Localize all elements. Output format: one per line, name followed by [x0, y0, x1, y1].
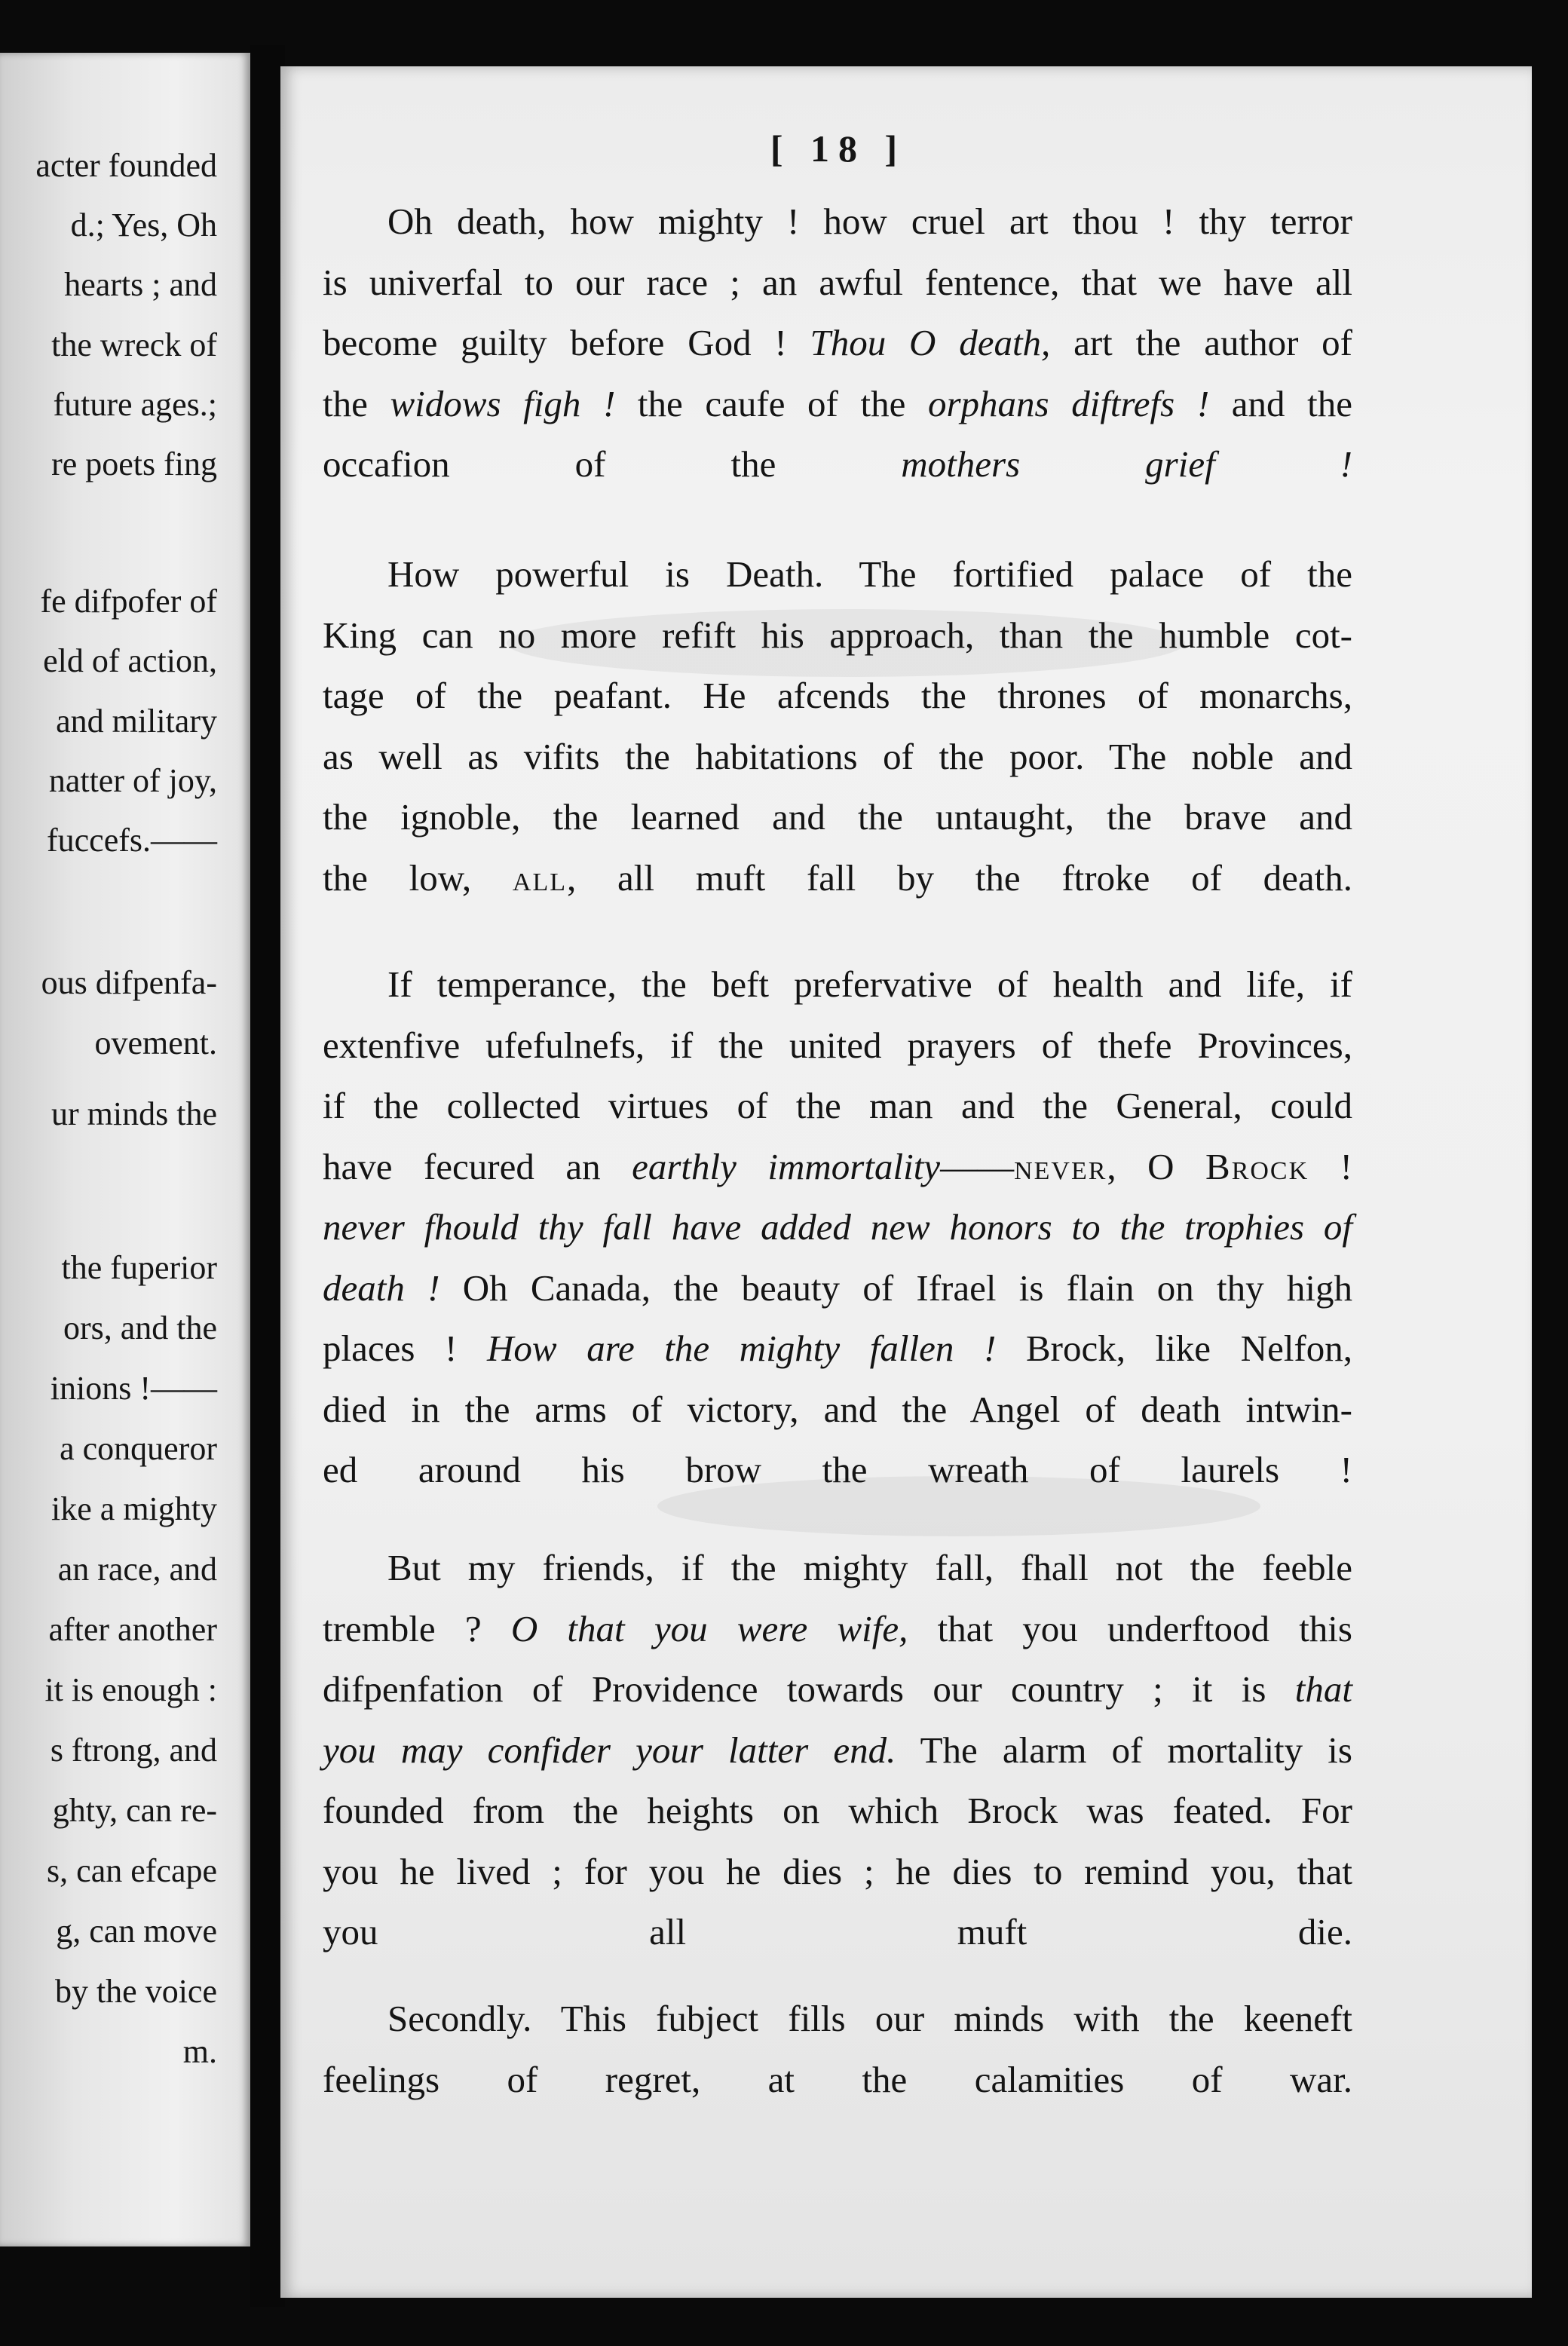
text-line	[323, 1440, 1352, 1501]
text-run: places !	[323, 1328, 487, 1369]
text-run: Oh Canada, the beauty of Ifrael is flain on thy high	[439, 1266, 1352, 1309]
left-page-line: the wreck of	[51, 326, 217, 363]
left-page-line: d.; Yes, Oh	[70, 207, 217, 243]
left-page-line: eld of action,	[43, 642, 217, 679]
italic-text: mothers grief !	[901, 443, 1353, 485]
italic-text: widows figh !	[390, 382, 616, 424]
text-run: you all muft die.	[323, 1911, 1352, 1952]
text-line	[323, 787, 1352, 848]
left-page-line: acter founded	[35, 147, 217, 184]
text-line	[323, 1197, 1352, 1258]
text-run: extenfive ufefulnefs, if the united prayers of thefe Provinces,	[323, 1024, 1352, 1066]
text-run: , all muft fall by the ftroke of death.	[567, 856, 1352, 899]
left-adjacent-page	[0, 53, 250, 2246]
text-line	[323, 191, 1352, 253]
text-run: have fecured an	[323, 1145, 632, 1187]
italic-text: Thou O death,	[810, 322, 1051, 363]
left-page-line: ovement.	[94, 1024, 217, 1061]
text-run: become guilty before God !	[323, 322, 810, 363]
left-page-line: an race, and	[57, 1551, 217, 1588]
text-run: died in the arms of victory, and the Angel of death intwin-	[323, 1388, 1352, 1430]
small-caps-text: all	[512, 856, 567, 899]
text-run: you he lived ; for you he dies ; he dies to remind you, that	[323, 1850, 1352, 1892]
page-number: [ 18 ]	[770, 127, 907, 170]
left-page-line: after another	[48, 1611, 217, 1648]
left-page-line: it is enough :	[44, 1671, 217, 1708]
italic-text: you may confider your latter end.	[323, 1729, 896, 1771]
text-run: tage of the peafant. He afcends the thrones of monarchs,	[323, 675, 1352, 716]
left-page-line: the fuperior	[61, 1249, 217, 1286]
text-line	[323, 1538, 1352, 1599]
text-line	[323, 1781, 1352, 1842]
paragraph-1	[323, 191, 1352, 495]
paragraph-2	[323, 544, 1352, 908]
paragraph-3	[323, 954, 1352, 1501]
italic-text: How are the mighty fallen !	[487, 1328, 997, 1369]
left-page-line: natter of joy,	[48, 762, 217, 799]
text-run: ——	[940, 1145, 1015, 1187]
italic-text: that	[1294, 1668, 1352, 1710]
left-page-line: ur minds the	[51, 1095, 217, 1132]
text-run: How powerful is Death. The fortified palace of the	[387, 553, 1352, 595]
left-page-line: ous difpenfa-	[41, 964, 217, 1001]
text-run: Oh death, how mighty ! how cruel art thou ! thy terror	[387, 201, 1352, 242]
text-line	[323, 1659, 1352, 1720]
text-line	[323, 1720, 1352, 1781]
left-page-line: a conqueror	[60, 1430, 217, 1467]
text-line	[323, 1318, 1352, 1380]
paragraph-4	[323, 1538, 1352, 1963]
text-line	[323, 253, 1352, 314]
text-run: The alarm of mortality is	[896, 1729, 1352, 1771]
text-run: tremble ?	[323, 1607, 511, 1649]
left-page-line: s ftrong, and	[50, 1732, 217, 1769]
left-page-line: and military	[56, 703, 217, 740]
text-run: occafion of the	[323, 443, 902, 485]
text-line	[323, 1258, 1352, 1319]
left-page-line: re poets fing	[51, 446, 217, 482]
text-run: difpenfation of Providence towards our country ; it is	[323, 1668, 1295, 1710]
text-line	[323, 1137, 1352, 1198]
text-run: Brock, like Nelfon,	[996, 1328, 1352, 1369]
text-run: , O	[1107, 1145, 1206, 1187]
text-line	[323, 1380, 1352, 1441]
text-run: But my friends, if the mighty fall, fhall not the feeble	[387, 1547, 1352, 1588]
text-run: the	[323, 382, 390, 424]
text-line	[323, 1989, 1352, 2050]
text-line	[323, 1015, 1352, 1077]
text-run: if the collected virtues of the man and the General, could	[323, 1085, 1352, 1126]
text-line	[323, 848, 1352, 909]
text-line	[323, 1842, 1352, 1903]
text-line	[323, 434, 1352, 495]
text-line	[323, 1599, 1352, 1660]
text-line	[323, 2050, 1352, 2111]
italic-text: orphans diftrefs !	[927, 382, 1210, 424]
left-page-line: ike a mighty	[51, 1490, 217, 1527]
text-run: the low,	[323, 856, 513, 899]
text-run: as well as vifits the habitations of the poor. The noble and	[323, 735, 1352, 777]
text-run: King can no more refift his approach, than the humble cot-	[323, 614, 1352, 656]
text-line	[323, 605, 1352, 666]
small-caps-text: never	[1014, 1145, 1107, 1187]
text-run: that you underftood this	[908, 1607, 1352, 1649]
text-line	[323, 954, 1352, 1015]
text-line	[323, 1902, 1352, 1963]
left-page-line: future ages.;	[53, 386, 217, 423]
text-run: and the	[1209, 382, 1352, 424]
paragraph-5	[323, 1989, 1352, 2110]
text-run: art the author of	[1050, 322, 1352, 363]
small-caps-text: Brock	[1205, 1145, 1309, 1187]
left-page-line: m.	[182, 2033, 217, 2070]
italic-text: O that you were wife,	[510, 1607, 908, 1649]
text-run: the ignoble, the learned and the untaught, the brave and	[323, 796, 1352, 838]
text-line	[323, 1076, 1352, 1137]
text-run: !	[1309, 1145, 1352, 1187]
left-page-line: fuccefs.——	[46, 822, 217, 859]
text-run: founded from the heights on which Brock was feated. For	[323, 1790, 1352, 1831]
text-run: ed around his brow the wreath of laurels !	[323, 1449, 1352, 1490]
left-page-line: fe difpofer of	[40, 583, 217, 620]
text-run: the caufe of the	[615, 382, 928, 424]
left-page-line: g, can move	[56, 1913, 217, 1949]
text-line	[323, 727, 1352, 788]
italic-text: never fhould thy fall have added new honors to the trophies of	[323, 1206, 1352, 1248]
left-page-line: ghty, can re-	[52, 1792, 217, 1829]
text-run: is univerfal to our race ; an awful fentence, that we have all	[323, 261, 1352, 303]
italic-text: death !	[323, 1266, 440, 1309]
left-page-line: ors, and the	[63, 1309, 217, 1346]
text-line	[323, 374, 1352, 435]
text-line	[323, 666, 1352, 727]
text-line	[323, 544, 1352, 605]
left-page-line: by the voice	[54, 1973, 217, 2010]
text-run: feelings of regret, at the calamities of war.	[323, 2058, 1352, 2100]
text-line	[323, 313, 1352, 374]
text-run: If temperance, the beft prefervative of health and life, if	[387, 963, 1352, 1005]
text-run: Secondly. This fubject fills our minds with the keeneft	[387, 1998, 1352, 2039]
italic-text: earthly immortality	[632, 1145, 941, 1187]
right-page	[280, 66, 1532, 2298]
left-page-line: hearts ; and	[64, 266, 217, 303]
left-page-line: inions !——	[50, 1370, 217, 1407]
left-page-line: s, can efcape	[47, 1852, 217, 1889]
